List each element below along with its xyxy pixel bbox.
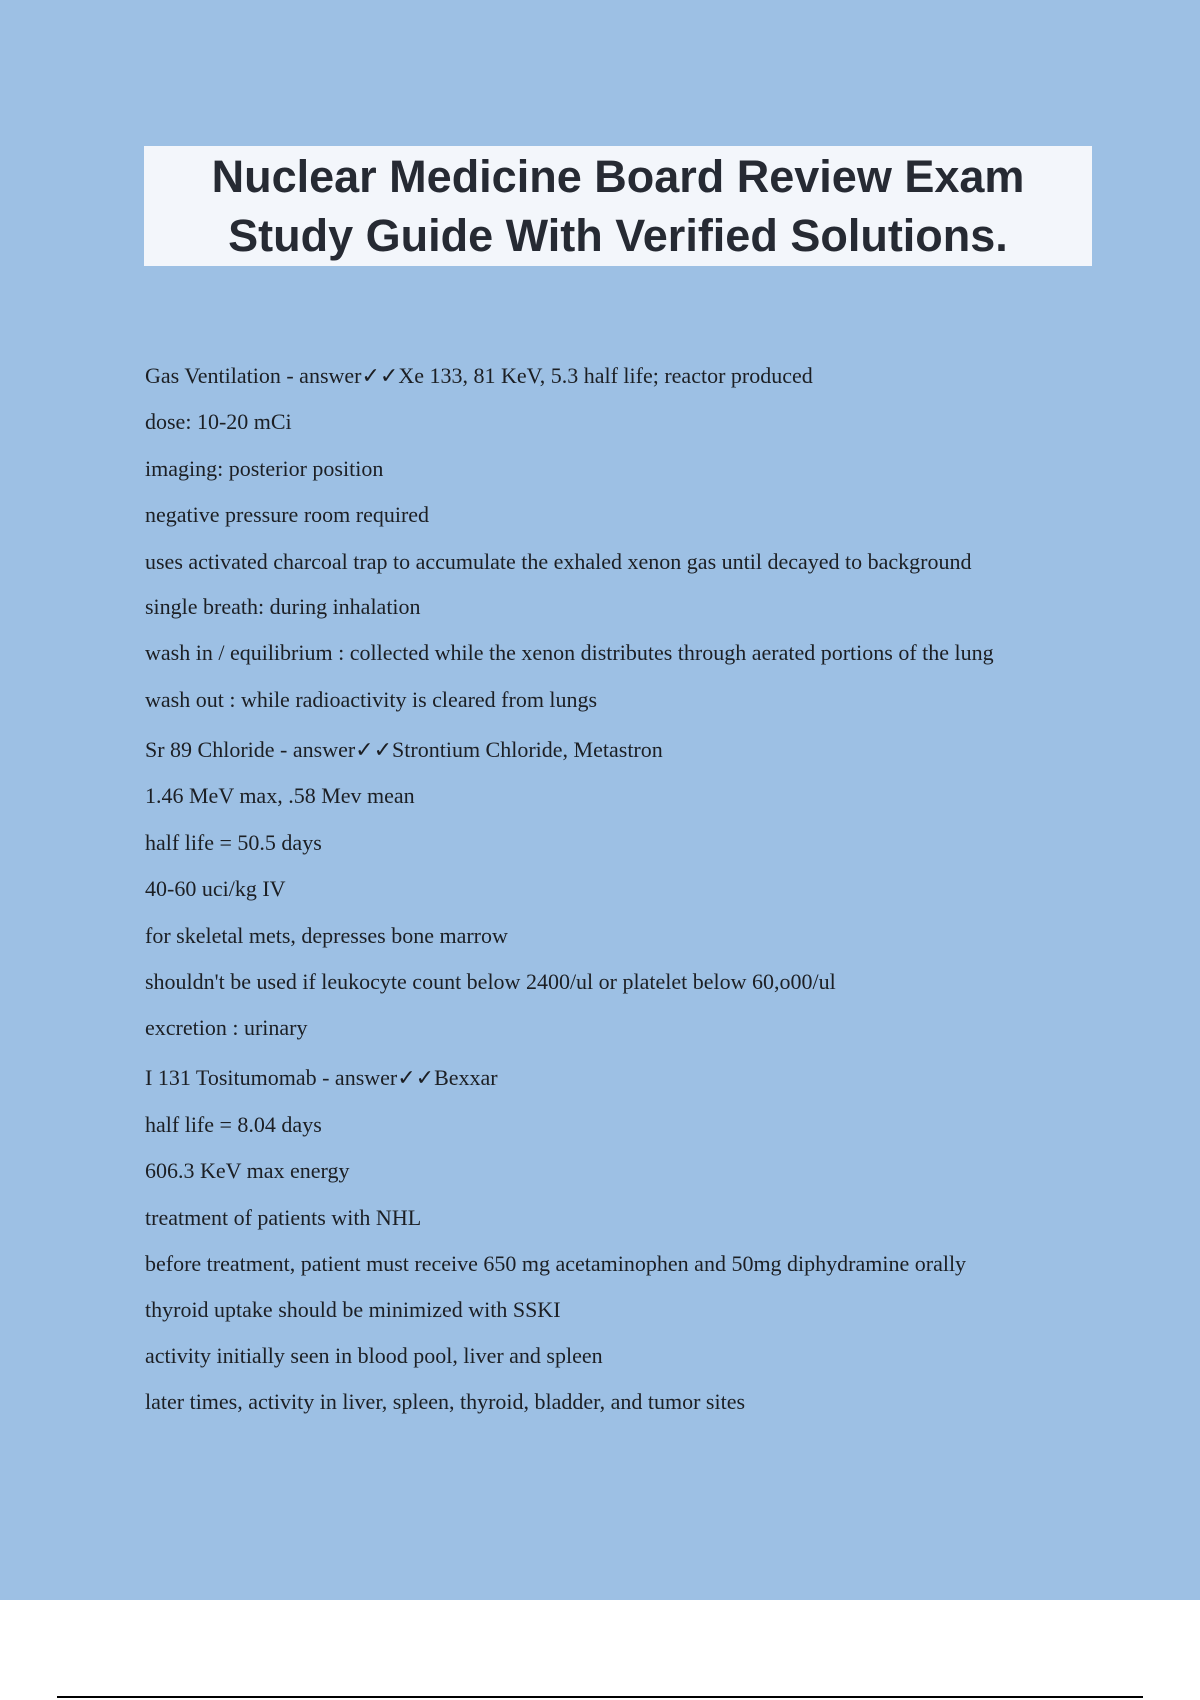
content-line: 606.3 KeV max energy — [145, 1158, 350, 1183]
content-line: before treatment, patient must receive 650 mg acetaminophen and 50mg diphydramine orally — [145, 1251, 967, 1276]
content-line: half life = 50.5 days — [145, 830, 322, 855]
content-line: imaging: posterior position — [145, 456, 384, 481]
content-line: dose: 10-20 mCi — [145, 409, 292, 434]
title-box — [144, 146, 1092, 266]
content-line: negative pressure room required — [145, 502, 430, 527]
content-line: activity initially seen in blood pool, liver and spleen — [145, 1343, 603, 1368]
content-line: for skeletal mets, depresses bone marrow — [145, 923, 508, 948]
content-line: single breath: during inhalation — [145, 594, 421, 619]
content-line: treatment of patients with NHL — [145, 1205, 422, 1230]
content-line: wash out : while radioactivity is cleared from lungs — [145, 687, 598, 712]
content-line: shouldn't be used if leukocyte count below 2400/ul or platelet below 60,o00/ul — [145, 969, 836, 994]
content-line: I 131 Tositumomab - answer✓✓Bexxar — [145, 1065, 498, 1090]
content-line: thyroid uptake should be minimized with SSKI — [145, 1297, 561, 1322]
content-line: excretion : urinary — [145, 1015, 308, 1040]
content-line: uses activated charcoal trap to accumulate the exhaled xenon gas until decayed to background — [145, 549, 972, 574]
content-line: half life = 8.04 days — [145, 1112, 322, 1137]
content-line: 1.46 MeV max, .58 Mev mean — [145, 783, 415, 808]
content-line: 40-60 uci/kg IV — [145, 876, 286, 901]
content-line: wash in / equilibrium : collected while the xenon distributes through aerated portions of the lung — [145, 640, 994, 665]
page-title-line-2: Study Guide With Verified Solutions. — [228, 210, 1008, 261]
content-line: Gas Ventilation - answer✓✓Xe 133, 81 KeV, 5.3 half life; reactor produced — [145, 363, 813, 388]
page-title-line-1: Nuclear Medicine Board Review Exam — [211, 151, 1025, 202]
content-line: later times, activity in liver, spleen, thyroid, bladder, and tumor sites — [145, 1389, 746, 1414]
content-line: Sr 89 Chloride - answer✓✓Strontium Chloride, Metastron — [145, 737, 663, 762]
footer-divider — [57, 1696, 1143, 1698]
